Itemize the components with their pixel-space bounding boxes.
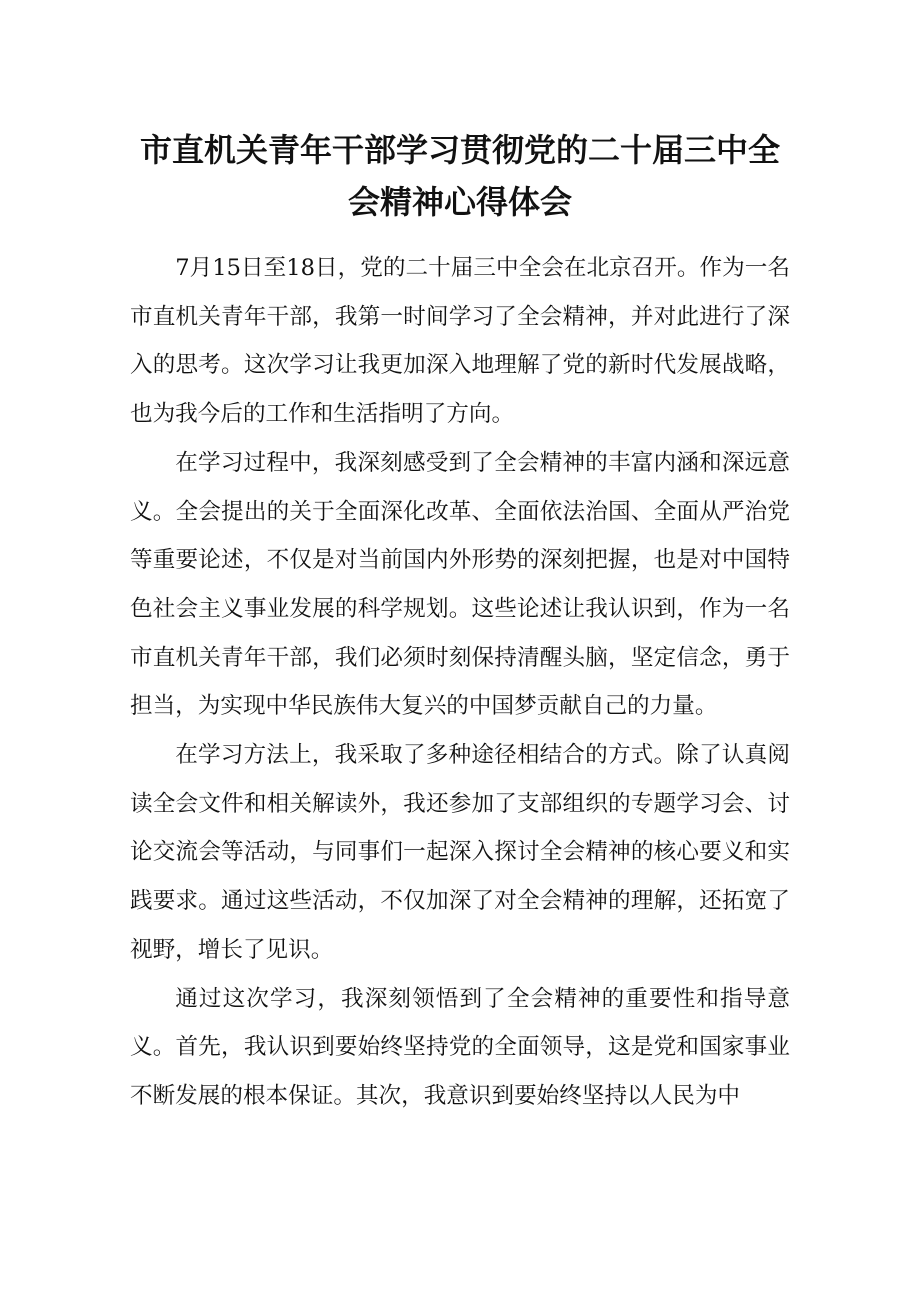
paragraph: 在学习过程中，我深刻感受到了全会精神的丰富内涵和深远意义。全会提出的关于全面深化改革、全面依法治国、全面从严治党等重要论述，不仅是对当前国内外形势的深刻把握，也是对中国特色社会主义事业发展的科学规划。这些论述让我认识到，作为一名市直机关青年干部，我们必须时刻保持清醒头脑，坚定信念，勇于担当，为实现中华民族伟大复兴的中国梦贡献自己的力量。 <box>130 449 790 720</box>
paragraph: 在学习方法上，我采取了多种途径相结合的方式。除了认真阅读全会文件和相关解读外，我还参加了支部组织的专题学习会、讨论交流会等活动，与同事们一起深入探讨全会精神的核心要义和实践要求。通过这些活动，不仅加深了对全会精神的理解，还拓宽了视野，增长了见识。 <box>130 742 790 963</box>
document-body <box>130 244 790 1121</box>
paragraph: 7月15日至18日，党的二十届三中全会在北京召开。作为一名市直机关青年干部，我第一时间学习了全会精神，并对此进行了深入的思考。这次学习让我更加深入地理解了党的新时代发展战略，也为我今后的工作和生活指明了方向。 <box>130 255 790 428</box>
paragraph: 通过这次学习，我深刻领悟到了全会精神的重要性和指导意义。首先，我认识到要始终坚持党的全面领导，这是党和国家事业不断发展的根本保证。其次，我意识到要始终坚持以人民为中 <box>130 985 790 1109</box>
document-title-line-2: 会精神心得体会 <box>347 183 572 221</box>
document-title-line-1: 市直机关青年干部学习贯彻党的二十届三中全 <box>139 131 780 169</box>
